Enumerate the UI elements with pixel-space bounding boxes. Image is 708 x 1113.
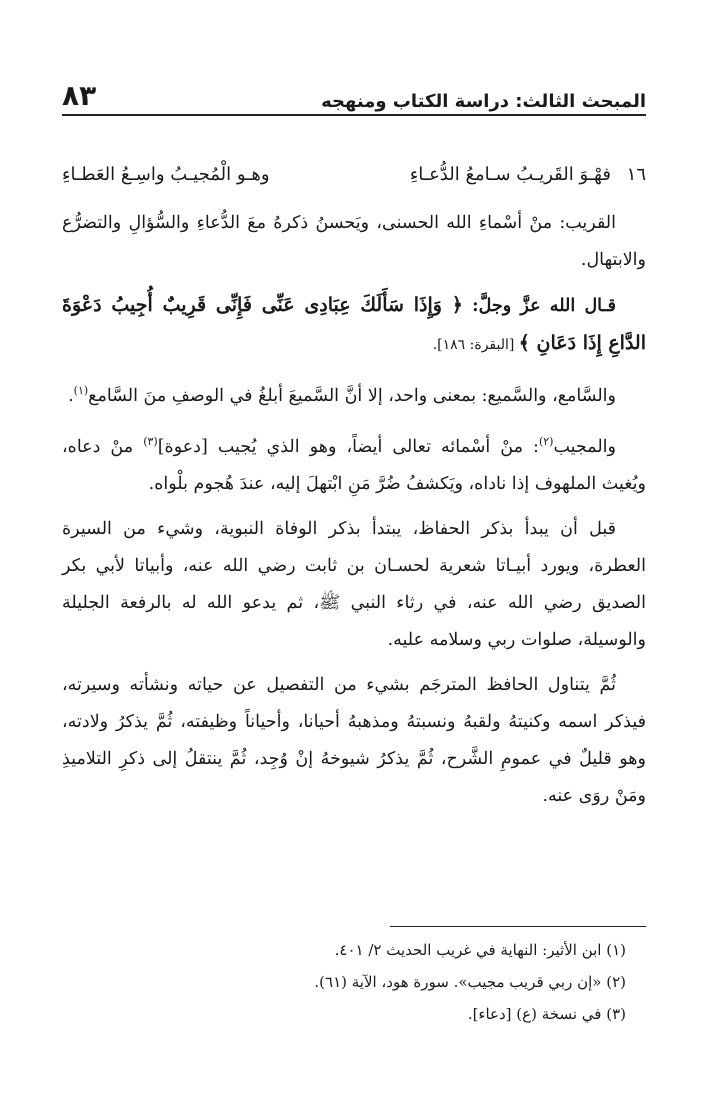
header-divider	[62, 114, 646, 116]
sami-text: والسَّامع، والسَّميع: بمعنى واحد، إلا أنَّ السَّميعَ أبلغُ في الوصفِ منَ السَّامع	[88, 385, 616, 406]
mujib-a: والمجيب	[553, 436, 616, 457]
paragraph-quran	[62, 287, 646, 364]
poem-verse	[62, 164, 646, 185]
footnote-1: (١) ابن الأثير: النهاية في غريب الحديث ٢/ ٤٠١.	[334, 941, 626, 959]
quran-verse: ﴿ وَإِذَا سَأَلَكَ عِبَادِى عَنِّى فَإِنِّى قَرِيبٌ أُجِيبُ دَعْوَةَ الدَّاعِ إِذَا دَعَانِ ﴾	[62, 294, 646, 354]
footnote-marker-2: (٢)	[538, 434, 554, 448]
quran-reference: [البقرة: ١٨٦].	[432, 337, 519, 353]
page-header	[62, 72, 646, 112]
footnotes	[62, 934, 626, 1030]
footnote-divider	[390, 926, 646, 927]
hemistich-2: وهـو الْمُجيـبُ واسِـعُ العَطـاءِ	[62, 164, 270, 185]
footnote-2: (٢) «إن ربي قريب مجيب». سورة هود، الآية (٦١).	[314, 973, 626, 991]
quran-intro: قـال الله عزَّ وجلَّ:	[462, 296, 616, 316]
mujib-c: منْ دعاه، ويُغيث الملهوف إذا ناداه، ويَكشفُ ضُرَّ مَنِ ابْتهلَ إليه، عندَ هُجوم بلْواه.	[62, 436, 646, 494]
poem-first-hemistich	[410, 164, 646, 185]
page-body	[62, 160, 646, 823]
paragraph-method-2: ثُمَّ يتناول الحافظ المترجَم بشيء من التفصيل عن حياته ونشأته وسيرته، فيذكر اسمه وكنيتهُ ولقبهُ ونسبتهُ ومذهبهُ أحيانا، وأحياناً وظيفته، ثُمَّ يذكرُ ولادته، وهو قليلٌ في عمومِ الشَّرح، ثُمَّ يذكرُ شيوخهُ إنْ وُجِد، ثُمَّ ينتقلُ إلى ذكرِ التلاميذِ ومَنْ روَى عنه.	[62, 674, 646, 806]
page-number: ٨٣	[62, 79, 97, 112]
running-title: المبحث الثالث: دراسة الكتاب ومنهجه	[321, 91, 646, 112]
footnote-marker-1: (١)	[73, 384, 89, 397]
hemistich-1: فهْـوَ القَريـبُ سـامعُ الدُّعـاءِ	[409, 164, 611, 185]
mujib-b: : منْ أسْمائه تعالى أيضاً، وهو الذي يُجيب [دعوة]	[157, 436, 539, 457]
footnote-marker-3: (٣)	[143, 434, 158, 448]
verse-number: ١٦	[626, 164, 646, 185]
sami-end: .	[68, 385, 74, 406]
paragraph-mujib	[62, 423, 646, 503]
footnote-3: (٣) في نسخة (ع) [دعاء].	[467, 1005, 626, 1023]
paragraph-sami	[62, 372, 646, 415]
paragraph-qarib: القريب: منْ أسْماءِ الله الحسنى، ويَحسنُ ذكرهُ معَ الدُّعاءِ والسُّؤالِ والتضرُّع والابتهال.	[62, 213, 646, 270]
paragraph-method-1: قبل أن يبدأ بذكر الحفاظ، يبتدأ بذكر الوفاة النبوية، وشيء من السيرة العطرة، ويورد أبيـاتا شعرية لحسـان بن ثابت رضي الله عنه، وأبياتا لأبي بكر الصديق رضي الله عنه، في رثاء النبي ﷺ، ثم يدعو الله له بالرفعة الجليلة والوسيلة، صلوات ربي وسلامه عليه.	[62, 518, 646, 650]
